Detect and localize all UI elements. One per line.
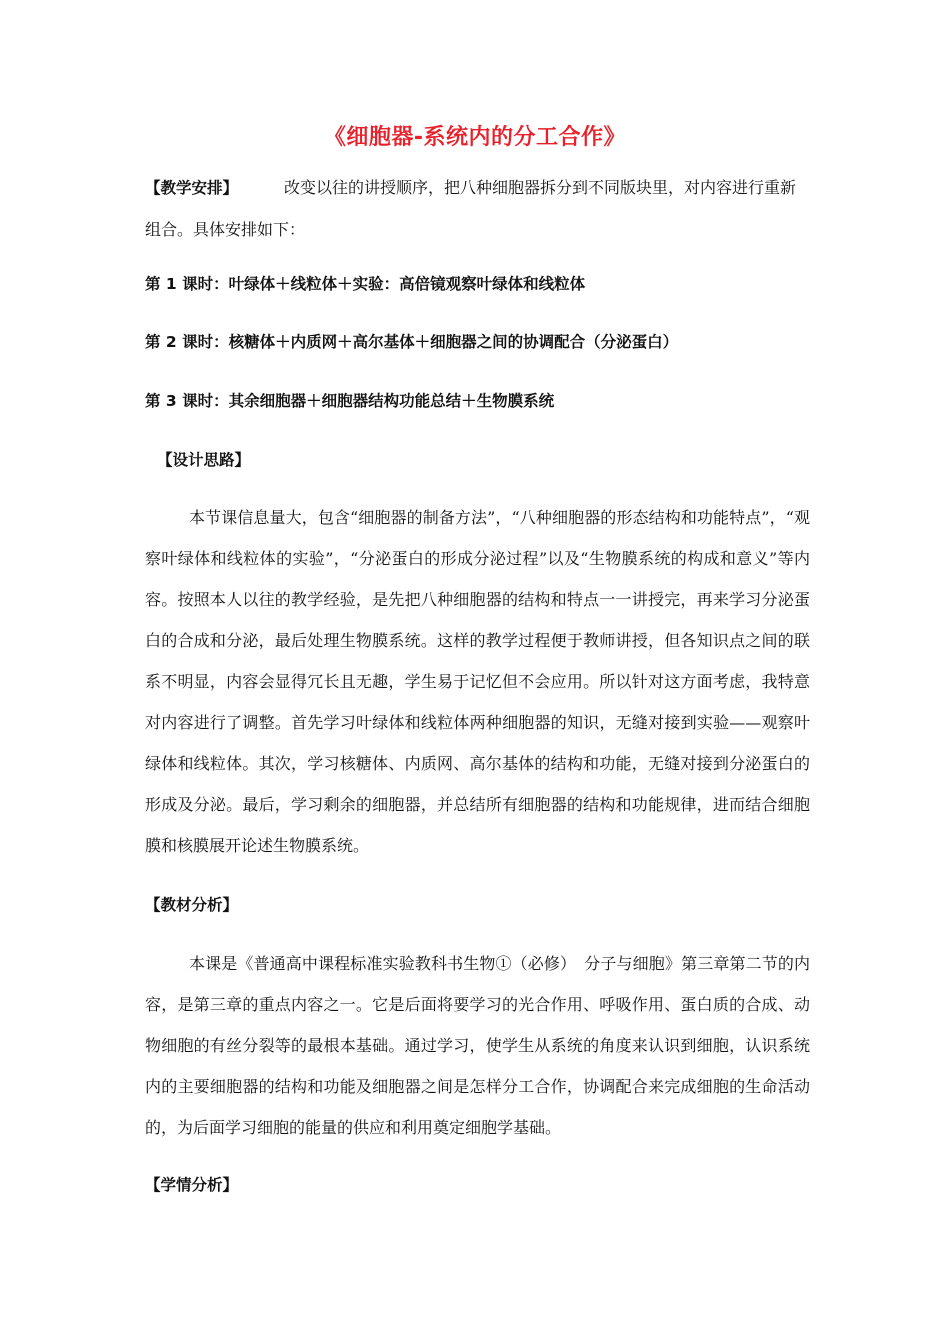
material-heading: 【教材分析】	[145, 896, 239, 914]
arrangement-label: 【教学安排】	[145, 179, 239, 197]
lesson-2: 第 2 课时：核糖体＋内质网＋高尔基体＋细胞器之间的协调配合（分泌蛋白）	[145, 333, 679, 351]
material-paragraph: 本课是《普通高中课程标准实验教科书生物①（必修） 分子与细胞》第三章第二节的内容，是第三章的重点内容之一。它是后面将要学习的光合作用、呼吸作用、蛋白质的合成、动物细胞的有丝分裂等的最根本基础。通过学习，使学生从系统的角度来认识到细胞，认识系统内的主要细胞器的结构和功能及细胞器之间是怎样分工合作，协调配合来完成细胞的生命活动的，为后面学习细胞的能量的供应和利用奠定细胞学基础。	[145, 954, 810, 1137]
design-paragraph: 本节课信息量大，包含“细胞器的制备方法”，“八种细胞器的形态结构和功能特点”，“观察叶绿体和线粒体的实验”，“分泌蛋白的形成分泌过程”以及“生物膜系统的构成和意义”等内容。按照本人以往的教学经验，是先把八种细胞器的结构和特点一一讲授完，再来学习分泌蛋白的合成和分泌，最后处理生物膜系统。这样的教学过程便于教师讲授，但各知识点之间的联系不明显，内容会显得冗长且无趣，学生易于记忆但不会应用。所以针对这方面考虑，我特意对内容进行了调整。首先学习叶绿体和线粒体两种细胞器的知识，无缝对接到实验——观察叶绿体和线粒体。其次，学习核糖体、内质网、高尔基体的结构和功能，无缝对接到分泌蛋白的形成及分泌。最后，学习剩余的细胞器，并总结所有细胞器的结构和功能规律，进而结合细胞膜和核膜展开论述生物膜系统。	[145, 508, 810, 855]
lesson-3: 第 3 课时：其余细胞器＋细胞器结构功能总结＋生物膜系统	[145, 392, 555, 410]
arrangement-text: 改变以往的讲授顺序，把八种细胞器拆分到不同版块里，对内容进行重新组合。具体安排如下：	[145, 178, 797, 239]
student-heading: 【学情分析】	[145, 1176, 239, 1194]
arrangement-section	[145, 167, 810, 250]
lesson-1: 第 1 课时：叶绿体＋线粒体＋实验：高倍镜观察叶绿体和线粒体	[145, 275, 586, 293]
document-title: 《细胞器-系统内的分工合作》	[323, 125, 627, 150]
design-heading: 【设计思路】	[157, 451, 251, 469]
